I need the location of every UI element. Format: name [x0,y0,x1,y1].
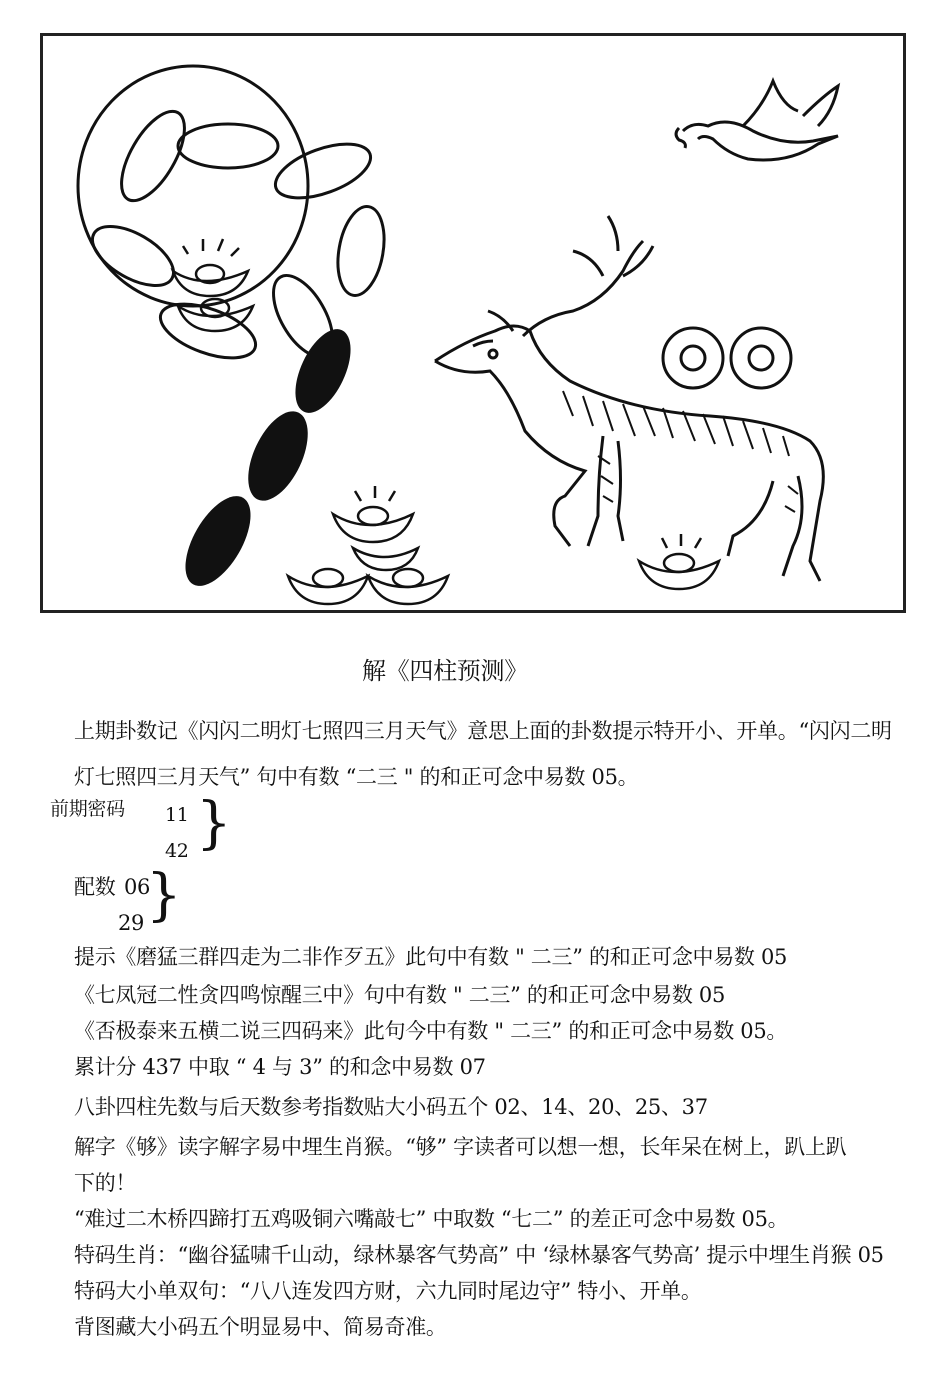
previous-code-number-1: 11 [165,804,189,826]
text-line: 《否极泰来五横二说三四码来》此句今中有数 " 二三” 的和正可念中易数 05。 [74,1019,788,1043]
document-title: 解《四柱预测》 [362,657,528,685]
text-line: 特码生肖：“幽谷猛啸千山动，绿林暴客气势高” 中 ‘绿林暴客气势高’ 提示中埋生肖猴 05 [74,1243,884,1267]
intro-line-1: 上期卦数记《闪闪二明灯七照四三月天气》意思上面的卦数提示特开小、开单。“闪闪二明 [74,719,892,743]
illustration [43,36,903,610]
text-line: 背图藏大小码五个明显易中、简易奇准。 [74,1315,447,1339]
text-line: 下的！ [74,1171,137,1195]
text-line: 《七凤冠二性贪四鸣惊醒三中》句中有数 " 二三” 的和正可念中易数 05 [74,983,726,1007]
text-line: 提示《磨猛三群四走为二非作歹五》此句中有数 " 二三” 的和正可念中易数 05 [74,945,788,969]
goose-drawing [676,81,838,160]
match-label: 配数 [74,875,116,899]
match-brace: } [146,863,182,928]
previous-code-number-2: 42 [165,840,189,862]
match-number-1: 06 [124,875,151,899]
text-line: 特码大小单双句：“八八连发四方财，六九同时尾边守” 特小、开单。 [74,1279,702,1303]
previous-code-brace: } [196,791,232,856]
gold-ingot-drawings [173,239,719,604]
text-line: 八卦四柱先数与后天数参考指数贴大小码五个 02、14、20、25、37 [74,1095,708,1119]
text-line: 解字《够》读字解字易中埋生肖猴。“够” 字读者可以想一想，长年呆在树上，趴上趴 [74,1135,847,1159]
text-line: 累计分 437 中取 “ 4 与 3” 的和念中易数 07 [74,1055,486,1079]
number-seven-drawing [78,66,390,596]
previous-code-label: 前期密码 [50,798,125,820]
match-number-2: 29 [118,911,145,935]
text-line: “难过二木桥四蹄打五鸡吸铜六嘴敲七” 中取数 “七二” 的差正可念中易数 05。 [74,1207,789,1231]
illustration-frame [40,33,906,613]
intro-line-2: 灯七照四三月天气” 句中有数 “二三 " 的和正可念中易数 05。 [74,765,639,789]
deer-drawing [435,216,823,581]
